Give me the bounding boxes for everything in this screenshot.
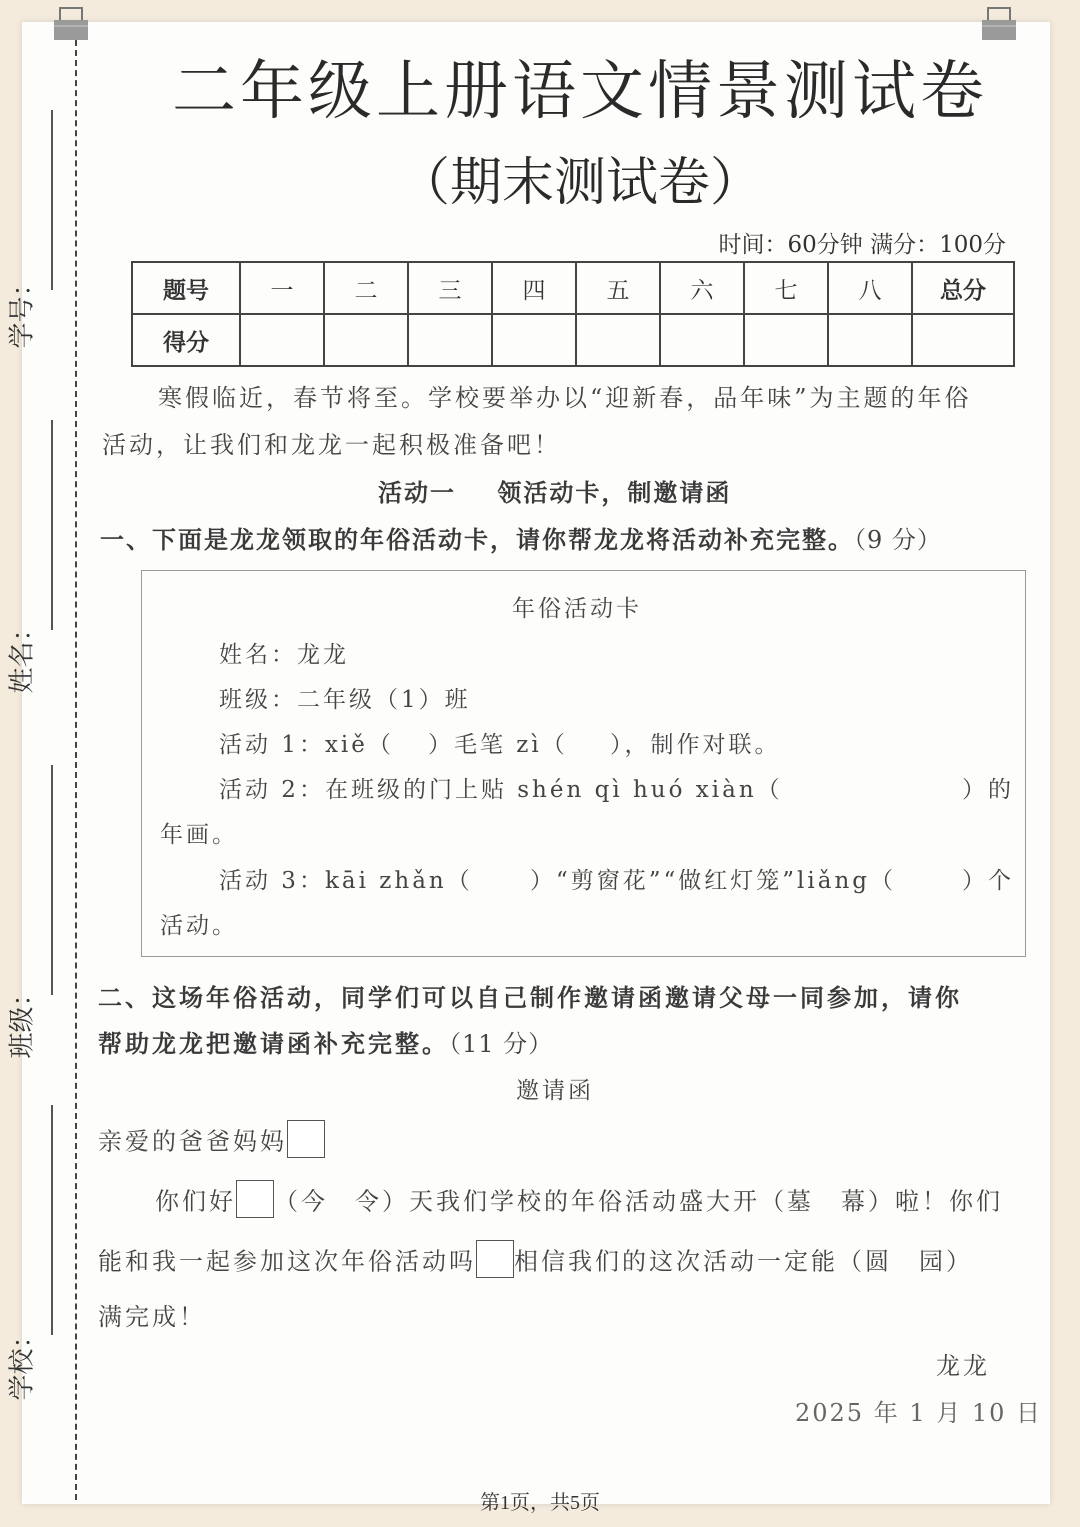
card-activity-1-part-c: ），制作对联。 bbox=[610, 732, 781, 758]
page-footer: 第1页，共5页 bbox=[480, 1492, 600, 1514]
table-cell: 五 bbox=[576, 262, 660, 314]
letter-p1-part-a: 你们好 bbox=[155, 1187, 236, 1216]
card-activity-1-part-a: 活动 1：xiě（ bbox=[219, 732, 394, 758]
intro-line-2: 活动，让我们和龙龙一起积极准备吧！ bbox=[102, 431, 561, 459]
table-cell: 七 bbox=[744, 262, 828, 314]
score-input-cell[interactable] bbox=[744, 314, 828, 366]
letter-greeting: 亲爱的爸爸妈妈 bbox=[98, 1127, 287, 1156]
card-activity-3-part-b: ）“剪窗花”“做红灯笼”liǎng（ bbox=[530, 868, 896, 894]
card-name-line: 姓名：龙龙 bbox=[219, 642, 349, 668]
binding-dashed-line bbox=[75, 40, 77, 1500]
letter-p2-part-a: 能和我一起参加这次年俗活动吗 bbox=[98, 1247, 476, 1276]
card-activity-2-part-b: ）的 bbox=[962, 777, 1014, 803]
table-cell: 三 bbox=[408, 262, 492, 314]
student-no-label: 学号： bbox=[7, 270, 38, 349]
table-cell: 二 bbox=[324, 262, 408, 314]
binder-clip-icon bbox=[980, 4, 1018, 42]
class-blank[interactable] bbox=[51, 765, 53, 995]
score-input-cell[interactable] bbox=[828, 314, 912, 366]
letter-paragraph-line-2 bbox=[98, 1240, 973, 1278]
card-activity-2-part-a: 活动 2：在班级的门上贴 shén qì huó xiàn（ bbox=[219, 777, 783, 803]
score-input-cell[interactable] bbox=[240, 314, 324, 366]
student-no-blank[interactable] bbox=[51, 110, 53, 290]
table-cell: 总分 bbox=[912, 262, 1014, 314]
score-table-header-row bbox=[132, 262, 1014, 314]
table-cell: 题号 bbox=[132, 262, 240, 314]
card-class-line: 班级：二年级（1）班 bbox=[219, 687, 471, 713]
intro-line-1: 寒假临近，春节将至。学校要举办以“迎新春，品年味”为主题的年俗 bbox=[158, 384, 972, 412]
question-2-score: （11 分） bbox=[449, 1030, 554, 1058]
question-1-score: （9 分） bbox=[854, 526, 942, 554]
score-input-cell[interactable] bbox=[408, 314, 492, 366]
page-title: 二年级上册语文情景测试卷 bbox=[172, 55, 988, 129]
table-cell: 四 bbox=[492, 262, 576, 314]
score-input-cell[interactable] bbox=[324, 314, 408, 366]
score-table-score-row bbox=[132, 314, 1014, 366]
activity-heading: 活动一 领活动卡，制邀请函 bbox=[378, 479, 732, 507]
card-activity-2-part-c: 年画。 bbox=[160, 822, 238, 848]
score-input-cell[interactable] bbox=[912, 314, 1014, 366]
letter-p1-part-b: （今 令）天我们学校的年俗活动盛大开（墓 幕）啦！你们 bbox=[274, 1187, 1003, 1216]
time-info: 时间：60分钟 满分：100分 bbox=[718, 232, 1006, 258]
card-title: 年俗活动卡 bbox=[512, 596, 642, 622]
card-activity-3-part-d: 活动。 bbox=[160, 913, 238, 939]
letter-paragraph-line-3: 满完成！ bbox=[98, 1303, 206, 1331]
letter-p2-part-b: 相信我们的这次活动一定能（圆 园） bbox=[514, 1247, 973, 1276]
letter-greeting-line bbox=[98, 1120, 325, 1158]
letter-title: 邀请函 bbox=[516, 1078, 594, 1104]
table-cell: 六 bbox=[660, 262, 744, 314]
punctuation-box[interactable] bbox=[476, 1240, 514, 1278]
card-activity-3-part-c: ）个 bbox=[962, 868, 1014, 894]
table-cell: 一 bbox=[240, 262, 324, 314]
activity-card bbox=[141, 570, 1026, 957]
score-input-cell[interactable] bbox=[576, 314, 660, 366]
card-activity-3-part-a: 活动 3：kāi zhǎn（ bbox=[219, 868, 473, 894]
punctuation-box[interactable] bbox=[236, 1180, 274, 1218]
page-subtitle: （期末测试卷） bbox=[397, 153, 762, 213]
letter-signature: 龙龙 bbox=[936, 1352, 990, 1380]
table-cell: 八 bbox=[828, 262, 912, 314]
question-1-text: 一、下面是龙龙领取的年俗活动卡，请你帮龙龙将活动补充完整。 bbox=[100, 526, 854, 554]
class-label: 班级： bbox=[7, 980, 38, 1059]
score-table bbox=[131, 261, 1015, 367]
score-input-cell[interactable] bbox=[492, 314, 576, 366]
question-2-line-2 bbox=[98, 1024, 553, 1059]
school-label: 学校： bbox=[7, 1322, 38, 1401]
letter-paragraph-line-1 bbox=[155, 1180, 1003, 1218]
card-activity-1-part-b: ）毛笔 zì（ bbox=[428, 732, 568, 758]
question-2-line-1: 二、这场年俗活动，同学们可以自己制作邀请函邀请父母一同参加，请你 bbox=[98, 984, 962, 1012]
name-blank[interactable] bbox=[51, 420, 53, 630]
question-1 bbox=[100, 520, 942, 555]
score-input-cell[interactable] bbox=[660, 314, 744, 366]
table-cell: 得分 bbox=[132, 314, 240, 366]
binder-clip-icon bbox=[52, 4, 90, 42]
punctuation-box[interactable] bbox=[287, 1120, 325, 1158]
name-label: 姓名： bbox=[7, 615, 38, 694]
school-blank[interactable] bbox=[51, 1105, 53, 1335]
letter-date: 2025 年 1 月 10 日 bbox=[795, 1399, 1043, 1427]
question-2-text: 帮助龙龙把邀请函补充完整。 bbox=[98, 1030, 449, 1058]
